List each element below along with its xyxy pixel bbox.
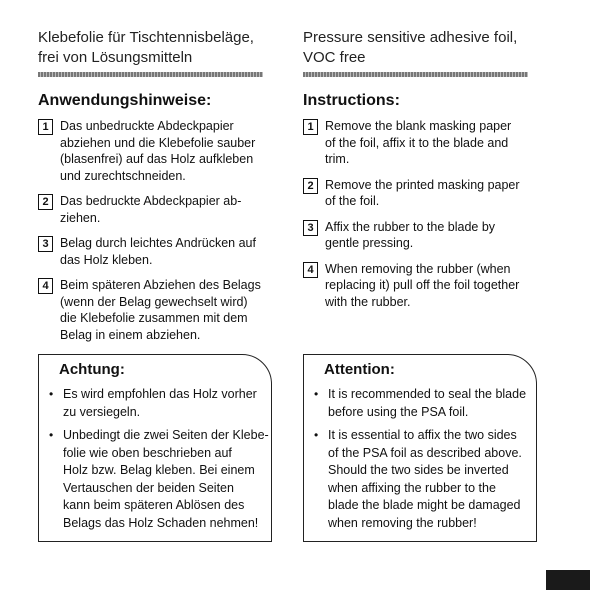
german-steps <box>38 118 273 352</box>
step-text: Belag durch leichtes Andrücken auf das Holz kleben. <box>60 236 256 267</box>
step-number-badge: 1 <box>38 119 53 135</box>
german-divider <box>38 72 263 77</box>
step-text: Beim späteren Abziehen des Belags (wenn der Belag gewechselt wird) die Klebefolie zusammen mit dem Belag in einem abziehen. <box>60 278 261 342</box>
english-warning-item-1 <box>314 386 536 421</box>
english-warning-title: Attention: <box>324 361 395 378</box>
warning-text: Unbedingt die zwei Seiten der Klebe- folie wie oben beschrieben auf Holz bzw. Belag kleben. Bei einem Vertauschen der beiden Seiten kann beim späteren Ablösen des Belags das Holz Schaden nehmen! <box>63 428 269 530</box>
step-number-badge: 1 <box>303 119 318 135</box>
german-step-2 <box>38 193 273 226</box>
step-number-badge: 3 <box>38 236 53 252</box>
step-number-badge: 4 <box>303 262 318 278</box>
english-warning-box <box>303 354 537 542</box>
english-step-3 <box>303 219 538 252</box>
step-text: Affix the rubber to the blade by gentle pressing. <box>325 219 496 250</box>
step-text: Das bedruckte Abdeckpapier ab- ziehen. <box>60 194 242 225</box>
english-warning-item-2 <box>314 427 536 532</box>
bullet-icon: • <box>314 428 319 442</box>
german-warning-item-2 <box>49 427 271 532</box>
warning-text: It is recommended to seal the blade before using the PSA foil. <box>328 387 527 419</box>
english-step-2 <box>303 177 538 210</box>
english-step-1 <box>303 118 538 168</box>
english-heading: Instructions: <box>303 92 400 109</box>
german-warning-title: Achtung: <box>59 361 125 378</box>
english-steps <box>303 118 538 319</box>
step-text: When removing the rubber (when replacing it) pull off the foil together with the rubber. <box>325 261 520 309</box>
step-number-badge: 2 <box>38 194 53 210</box>
german-warning-list <box>49 386 271 538</box>
german-warning-box <box>38 354 272 542</box>
english-step-4 <box>303 261 538 311</box>
german-step-1 <box>38 118 273 184</box>
english-warning-list <box>314 386 536 538</box>
english-divider <box>303 72 528 77</box>
step-text: Remove the blank masking paper of the foil, affix it to the blade and trim. <box>325 119 512 166</box>
german-step-3 <box>38 235 273 268</box>
bullet-icon: • <box>49 387 54 401</box>
step-number-badge: 3 <box>303 220 318 236</box>
step-text: Das unbedruckte Abdeckpapier abziehen und die Klebefolie sauber (blasenfrei) auf das Holz aufkleben und zurechtschneiden. <box>60 119 256 183</box>
bullet-icon: • <box>49 428 54 442</box>
german-step-4 <box>38 277 273 343</box>
step-number-badge: 4 <box>38 278 53 294</box>
english-title: Pressure sensitive adhesive foil, VOC free <box>303 29 518 66</box>
german-warning-item-1 <box>49 386 271 421</box>
german-heading: Anwendungshinweise: <box>38 92 212 109</box>
bullet-icon: • <box>314 387 319 401</box>
german-title: Klebefolie für Tischtennisbeläge, frei von Lösungsmitteln <box>38 29 254 66</box>
warning-text: It is essential to affix the two sides of the PSA foil as described above. Should the two sides be inverted when affixing the rubber to the blade the blade might be damaged when removing the rubber! <box>328 428 522 530</box>
warning-text: Es wird empfohlen das Holz vorher zu versiegeln. <box>63 387 257 419</box>
step-number-badge: 2 <box>303 178 318 194</box>
corner-marker <box>546 570 590 590</box>
step-text: Remove the printed masking paper of the foil. <box>325 177 520 208</box>
